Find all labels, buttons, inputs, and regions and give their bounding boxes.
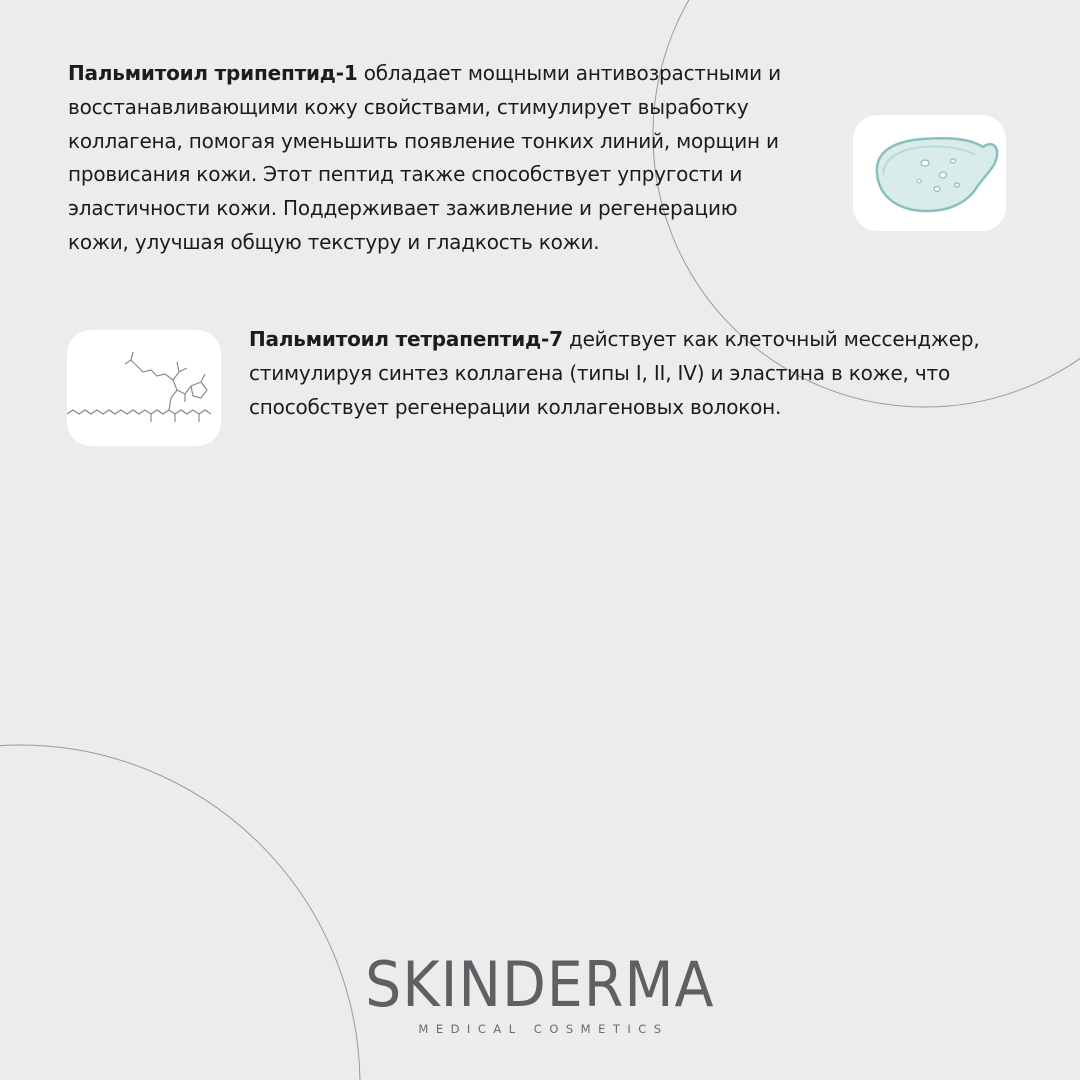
- paragraph-palmitoyl-tetrapeptide: [249, 323, 1009, 424]
- paragraph-palmitoyl-tripeptide: [68, 57, 798, 260]
- paragraph2-bold-term: Пальмитоил тетрапептид-7: [249, 327, 563, 351]
- brand-tagline: MEDICAL COSMETICS: [418, 1022, 669, 1036]
- molecule-structure-icon: [67, 330, 221, 446]
- brand-name: SKINDERMA: [365, 948, 715, 1021]
- gel-drop-icon: [853, 115, 1006, 231]
- gel-image-card: [853, 115, 1006, 231]
- paragraph1-bold-term: Пальмитоил трипептид-1: [68, 61, 358, 85]
- paragraph2-text: действует как клеточный мессенджер, стимулируя синтез коллагена (типы I, II, IV) и эластина в коже, что способствует регенерации коллагеновых волокон.: [249, 327, 980, 419]
- molecule-image-card: [67, 330, 221, 446]
- brand-logo: [0, 950, 1080, 1036]
- paragraph1-text: обладает мощными антивозрастными и восстанавливающими кожу свойствами, стимулирует выработку коллагена, помогая уменьшить появление тонких линий, морщин и провисания кожи. Этот пептид также способствует упругости и эластичности кожи. Поддерживает заживление и регенерацию кожи, улучшая общую текстуру и гладкость кожи.: [68, 61, 781, 254]
